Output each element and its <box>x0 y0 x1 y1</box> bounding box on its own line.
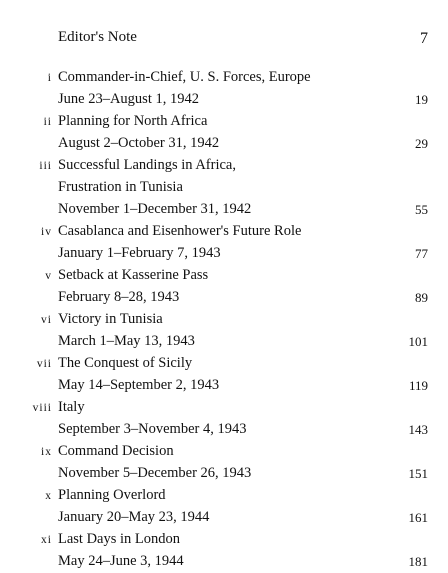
chapter-title-line: Frustration in Tunisia <box>58 179 183 195</box>
chapter-dates: November 5–December 26, 1943 <box>58 465 252 481</box>
chapter-page-number: 161 <box>408 510 428 525</box>
chapter-numeral: viii <box>32 402 52 414</box>
chapter-page-number: 151 <box>408 466 428 481</box>
chapter-page-number: 181 <box>408 554 428 569</box>
chapter-dates: June 23–August 1, 1942 <box>58 91 199 107</box>
chapter-entry <box>0 309 448 353</box>
chapter-numeral: ix <box>41 446 52 458</box>
chapter-entry <box>0 265 448 309</box>
chapter-title-line: Victory in Tunisia <box>58 311 163 327</box>
chapter-entry <box>0 111 448 155</box>
chapter-numeral: v <box>45 270 52 282</box>
chapter-title-line: Successful Landings in Africa, <box>58 157 236 173</box>
chapter-title-line: Planning Overlord <box>58 487 166 503</box>
chapter-dates: May 14–September 2, 1943 <box>58 377 220 393</box>
chapter-numeral: vii <box>36 358 52 370</box>
chapter-title-line: Setback at Kasserine Pass <box>58 267 209 283</box>
chapter-numeral: i <box>47 72 52 84</box>
chapter-dates: January 1–February 7, 1943 <box>58 245 221 261</box>
chapter-numeral: ii <box>43 116 52 128</box>
chapter-entry <box>0 397 448 441</box>
chapter-page-number: 19 <box>415 92 428 107</box>
chapter-title-line: Command Decision <box>58 443 174 459</box>
chapter-numeral: iv <box>41 226 52 238</box>
chapter-page-number: 55 <box>415 202 428 217</box>
chapter-dates: November 1–December 31, 1942 <box>58 201 252 217</box>
chapter-entry <box>0 221 448 265</box>
chapter-page-number: 29 <box>415 136 428 151</box>
chapter-entry <box>0 485 448 529</box>
chapter-title-line: Last Days in London <box>58 531 181 547</box>
chapter-dates: February 8–28, 1943 <box>58 289 180 305</box>
chapter-numeral: x <box>45 490 52 502</box>
editors-note-label: Editor's Note <box>58 29 137 45</box>
chapter-dates: May 24–June 3, 1944 <box>58 553 184 569</box>
chapter-page-number: 119 <box>408 378 428 393</box>
editors-note-page-number: 7 <box>420 30 428 47</box>
chapter-dates: March 1–May 13, 1943 <box>58 333 195 349</box>
chapter-title-line: Casablanca and Eisenhower's Future Role <box>58 223 302 239</box>
chapter-title-line: The Conquest of Sicily <box>58 355 193 371</box>
chapter-entry <box>0 441 448 485</box>
chapter-numeral: xi <box>41 534 52 546</box>
chapter-page-number: 77 <box>415 246 428 261</box>
chapter-dates: September 3–November 4, 1943 <box>58 421 247 437</box>
chapter-title-line: Planning for North Africa <box>58 113 208 129</box>
chapter-entry <box>0 529 448 573</box>
chapter-numeral: vi <box>41 314 52 326</box>
chapter-title-line: Italy <box>58 399 85 415</box>
chapter-entry <box>0 353 448 397</box>
chapter-title-line: Commander-in-Chief, U. S. Forces, Europe <box>58 69 311 85</box>
chapter-page-number: 89 <box>415 290 428 305</box>
chapter-dates: January 20–May 23, 1944 <box>58 509 210 525</box>
chapter-dates: August 2–October 31, 1942 <box>58 135 220 151</box>
chapter-page-number: 101 <box>408 334 428 349</box>
chapter-numeral: iii <box>39 160 52 172</box>
chapter-entry <box>0 67 448 111</box>
chapter-entry <box>0 155 448 221</box>
chapter-page-number: 143 <box>408 422 428 437</box>
